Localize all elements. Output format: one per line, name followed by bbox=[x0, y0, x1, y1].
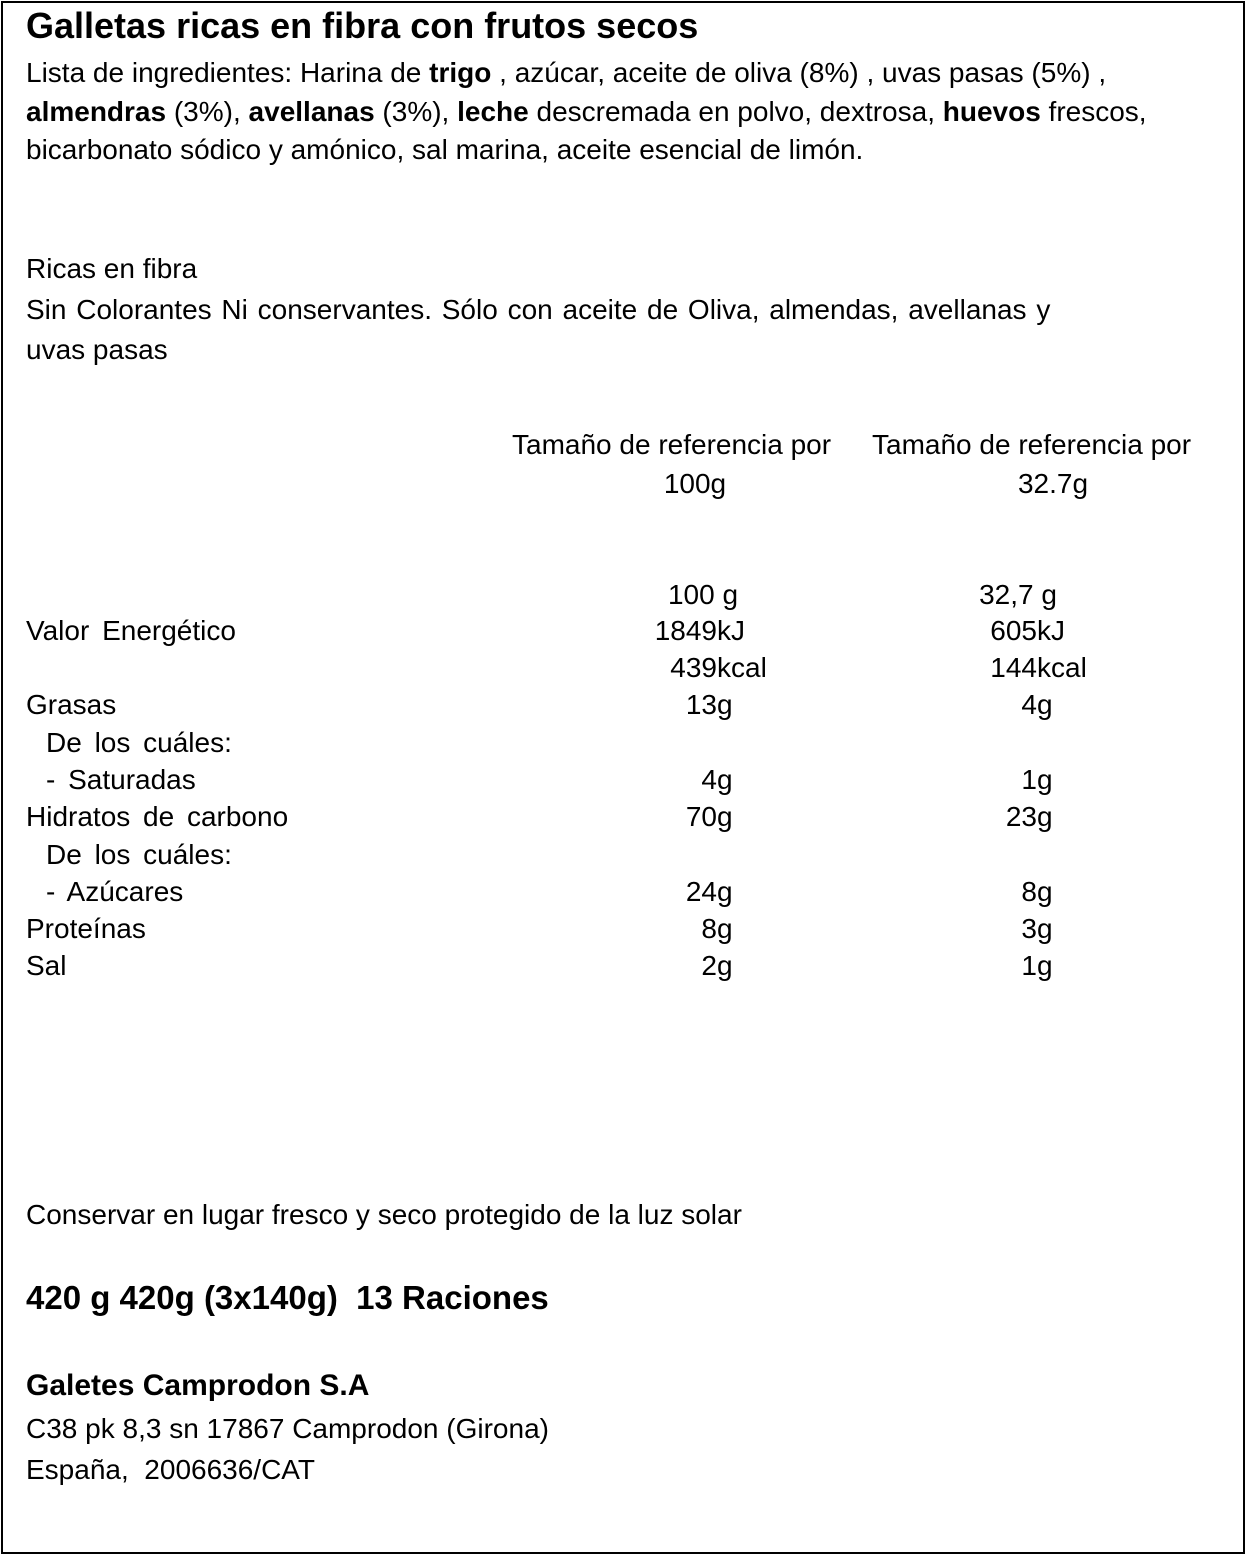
ingredient-text: frescos, bicarbonato sódico y amónico, sal marina, aceite esencial de limón. bbox=[26, 95, 1147, 165]
col1-header-line1: Tamaño de referencia por bbox=[512, 429, 832, 460]
col1-header-line2: 100g bbox=[663, 468, 727, 499]
allergen-ingredient: leche bbox=[457, 95, 529, 127]
allergen-ingredient: trigo bbox=[429, 57, 492, 88]
nutrient-unit-100g: kcal bbox=[717, 652, 767, 683]
ingredients-list bbox=[26, 54, 1216, 170]
nutrient-value-100g: 70 bbox=[685, 801, 717, 832]
ingredient-text: Lista de ingredientes: Harina de bbox=[26, 57, 430, 88]
storage-instructions: Conservar en lugar fresco y seco protegido de la luz solar bbox=[26, 1199, 742, 1230]
ingredient-text: descremada en polvo, dextrosa, bbox=[528, 95, 943, 127]
claim-no-additives-cont: uvas pasas bbox=[26, 334, 168, 365]
nutrient-unit-100g: g bbox=[717, 950, 733, 981]
net-weight: 420 g 420g (3x140g) 13 Raciones bbox=[26, 1279, 549, 1316]
nutrient-label: Sal bbox=[26, 950, 67, 981]
nutrient-unit-100g: g bbox=[717, 801, 733, 832]
nutrient-value-100g: 24 bbox=[685, 876, 717, 907]
nutrient-unit-serving: g bbox=[1037, 950, 1053, 981]
nutrient-label: Grasas bbox=[26, 689, 117, 720]
nutrient-unit-serving: kJ bbox=[1037, 615, 1065, 646]
nutrient-value-100g: 439 bbox=[670, 652, 717, 683]
company-address: C38 pk 8,3 sn 17867 Camprodon (Girona) bbox=[26, 1413, 549, 1444]
col2-header-line1: Tamaño de referencia por bbox=[872, 429, 1192, 460]
nutrient-unit-serving: kcal bbox=[1037, 652, 1087, 683]
nutrient-label: De los cuáles: bbox=[46, 727, 232, 758]
nutrient-label: Hidratos de carbono bbox=[26, 801, 289, 832]
ingredient-text: , azúcar, aceite de oliva (8%) , uvas pasas (5%) , bbox=[491, 57, 1107, 88]
nutrient-value-serving: 144 bbox=[990, 652, 1037, 683]
nutrient-unit-serving: g bbox=[1037, 876, 1053, 907]
nutrient-unit-serving: g bbox=[1037, 689, 1053, 720]
nutrient-value-serving: 8 bbox=[1021, 876, 1037, 907]
nutrient-value-100g: 8 bbox=[701, 913, 717, 944]
nutrient-label: Proteínas bbox=[26, 913, 146, 944]
nutrient-value-serving: 4 bbox=[1021, 689, 1037, 720]
nutrient-unit-100g: g bbox=[717, 764, 733, 795]
nutrient-value-100g: 2 bbox=[701, 950, 717, 981]
product-title: Galletas ricas en fibra con frutos secos bbox=[26, 5, 699, 46]
nutrient-label: - Saturadas bbox=[46, 764, 196, 795]
company-name: Galetes Camprodon S.A bbox=[26, 1369, 370, 1402]
nutrient-value-serving: 23 bbox=[1005, 801, 1037, 832]
claim-no-additives: Sin Colorantes Ni conservantes. Sólo con aceite de Oliva, almendas, avellanas y bbox=[26, 294, 1051, 325]
nutrient-value-serving: 1 bbox=[1021, 764, 1037, 795]
nutrient-unit-100g: g bbox=[717, 913, 733, 944]
company-registration: España, 2006636/CAT bbox=[26, 1454, 316, 1485]
allergen-ingredient: avellanas bbox=[248, 95, 375, 127]
col2-subheader: 32,7 g bbox=[979, 579, 1057, 610]
nutrient-unit-100g: kJ bbox=[717, 615, 745, 646]
nutrient-value-100g: 13 bbox=[685, 689, 717, 720]
nutrient-label: - Azúcares bbox=[46, 876, 184, 907]
nutrient-value-100g: 4 bbox=[701, 764, 717, 795]
nutrient-unit-serving: g bbox=[1037, 764, 1053, 795]
nutrient-value-100g: 1849 bbox=[654, 615, 717, 646]
allergen-ingredient: huevos bbox=[942, 95, 1041, 127]
nutrient-value-serving: 605 bbox=[990, 615, 1037, 646]
ingredient-text: (3%), bbox=[166, 95, 249, 127]
claim-fiber: Ricas en fibra bbox=[26, 253, 198, 284]
col2-header-line2: 32.7g bbox=[1017, 468, 1089, 499]
allergen-ingredient: almendras bbox=[26, 95, 167, 127]
nutrient-unit-serving: g bbox=[1037, 801, 1053, 832]
nutrient-value-serving: 3 bbox=[1021, 913, 1037, 944]
nutrient-label: De los cuáles: bbox=[46, 839, 232, 870]
nutrient-value-serving: 1 bbox=[1021, 950, 1037, 981]
nutrient-unit-100g: g bbox=[717, 689, 733, 720]
col1-subheader: 100 g bbox=[667, 579, 739, 610]
nutrient-unit-serving: g bbox=[1037, 913, 1053, 944]
nutrient-label: Valor Energético bbox=[26, 615, 236, 646]
nutrient-unit-100g: g bbox=[717, 876, 733, 907]
ingredient-text: (3%), bbox=[374, 95, 458, 127]
